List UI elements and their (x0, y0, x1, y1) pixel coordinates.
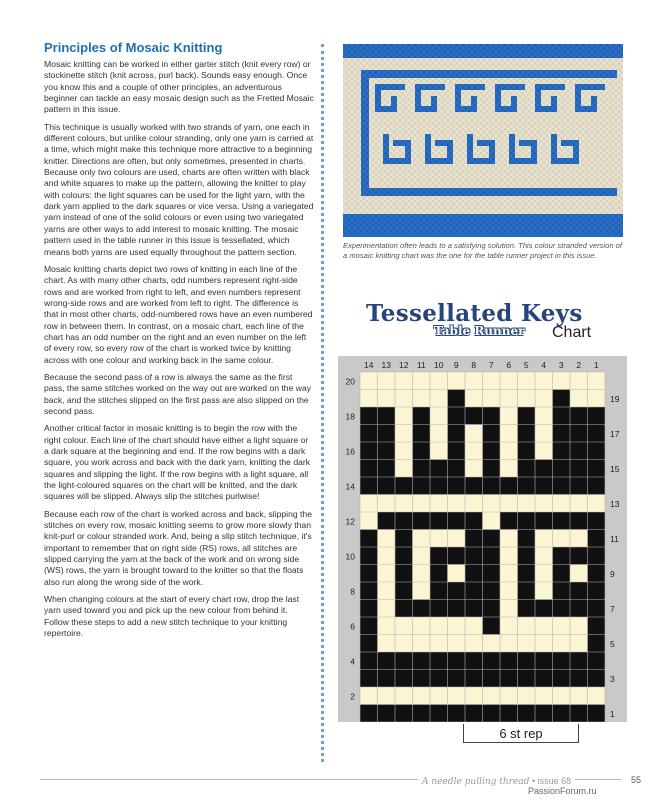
chart-grid (338, 356, 632, 722)
chart-subtitle-word: Chart (552, 324, 592, 341)
chart-dark-cell (413, 460, 466, 478)
chart-dark-cell (448, 425, 466, 443)
chart-dark-cell (360, 635, 378, 653)
chart-column-label: 5 (523, 360, 529, 370)
article-column (44, 40, 314, 646)
page-number: 55 (631, 775, 642, 785)
chart-column-label: 9 (453, 360, 459, 370)
article-paragraph: When changing colours at the start of every chart row, drop the last yarn used toward you and pick up the new colour from behind it. Follow these steps to add a new stitch technique to your knitting repertoire. (44, 594, 300, 639)
chart-row-label: 13 (610, 498, 620, 509)
article-paragraph: Because the second pass of a row is always the same as the first pass, the same stitches worked on the way out are worked on the way back, and the stitches slipped on the first pass are also slipped on the second pass. (44, 371, 312, 416)
knitting-photo (343, 44, 623, 237)
chart-row-label: 15 (610, 463, 620, 474)
chart-row-label: 2 (350, 691, 355, 702)
article-heading: Principles of Mosaic Knitting (44, 40, 223, 55)
footer-credit: A needle pulling thread • issue 68 (418, 776, 575, 787)
chart-row-label: 16 (345, 446, 355, 457)
chart-dark-cell (518, 460, 571, 478)
chart-column-label: 4 (541, 360, 547, 370)
chart-column-label: 10 (434, 360, 444, 370)
chart-row-label: 10 (345, 551, 355, 562)
stitch-repeat-bracket (463, 724, 579, 743)
chart-row-label: 17 (610, 428, 620, 439)
column-divider (321, 44, 324, 762)
chart-row-label: 5 (610, 638, 615, 649)
chart-row-label: 12 (345, 516, 355, 527)
chart-dark-cell (465, 530, 483, 618)
chart-column-label: 1 (593, 360, 599, 370)
chart-column-label: 7 (488, 360, 494, 370)
chart-row-label: 6 (350, 621, 355, 632)
stitch-repeat-label: 6 st rep (499, 726, 543, 741)
chart-column-label: 8 (471, 360, 477, 370)
issue-number: issue 68 (537, 776, 572, 786)
knitting-swatch-illustration (343, 44, 623, 237)
article-paragraph: Because each row of the chart is worked across and back, slipping the stitches on every row, mosaic knitting seems to grow more slowly than knit-purl or colour stranded work. And, being a slip stitch technique, it's important to remember that on right side (RS) rows, all stitches are slipped carrying the yarn at the back of the work and on wrong side (WS) rows, the yarn is brought toward to the knitter so that the floats also run along the wrong side of the work. (44, 508, 312, 587)
photo-caption: Experimentation often leads to a satisfying solution. This colour stranded version of a mosaic knitting chart was the one for the table runner project in this issue. (343, 241, 623, 261)
article-paragraph: Mosaic knitting can be worked in either garter stitch (knit every row) or stockinette stitch (knit across, purl back). Sounds easy enough. Once you know this and a couple of other principles, an adventurous beginner can tackle an easy mosaic design such as the Fretted Mosaic pattern in this issue. (44, 59, 314, 115)
site-watermark: PassionForum.ru (528, 786, 597, 796)
chart-row-label: 1 (610, 708, 615, 719)
chart-dark-cell (588, 635, 606, 653)
chart-subtitle: Table Runner (434, 324, 525, 338)
knitting-chart (338, 356, 632, 727)
magazine-brand: A needle pulling thread (422, 777, 530, 787)
chart-dark-cell (378, 425, 396, 443)
chart-row-label: 9 (610, 568, 615, 579)
chart-row-label: 4 (350, 656, 355, 667)
chart-column-label: 2 (576, 360, 582, 370)
chart-row-label: 7 (610, 603, 615, 614)
chart-title: Tessellated Keys (366, 300, 583, 327)
article-paragraph: Another critical factor in mosaic knitting is to begin the row with the right colour. Each line of the chart should have either a light square or a dark square at the beginning and end. If the row begins with a dark square, you work across and back with the dark yarn, knitting the dark squares and slipping the light. If the row begins with a light square, all the light-coloured squares on the chart will be knitted, and the dark squares will be slipped. Always slip the stitches purlwise! (44, 423, 311, 502)
chart-row-label: 18 (345, 411, 355, 422)
chart-column-label: 14 (364, 360, 374, 370)
chart-column-label: 13 (381, 360, 391, 370)
chart-column-label: 3 (558, 360, 564, 370)
chart-row-label: 19 (610, 393, 620, 404)
chart-column-label: 12 (399, 360, 409, 370)
chart-column-label: 6 (506, 360, 512, 370)
chart-row-label: 8 (350, 586, 355, 597)
chart-dark-cell (553, 425, 571, 443)
article-paragraph: This technique is usually worked with two strands of yarn, one each in different colours, but unlike colour stranding, only one yarn is carried at a time, which might make this technique more attractive to a beginning knitter. Directions are often, but only sometimes, presented in charts. Because only two colours are used, charts are often written with black and white squares to make up the pattern, allowing the knitter to play with colours: the light squares can be used for the light yarn, with the dark yarn applied to the dark squares or vice versa. Using a variegated yarn instead of one of the solid colours or even using two variegated yarns are other ways to add interest to mosaic knitting. The mosaic pattern used in the table runner in this issue is tessellated, which means both yarns are used equally throughout the pattern section. (44, 121, 314, 257)
chart-row-label: 14 (345, 481, 355, 492)
chart-row-label: 3 (610, 673, 615, 684)
chart-column-label: 11 (416, 360, 426, 370)
chart-row-label: 11 (610, 533, 619, 544)
article-paragraph: Mosaic knitting charts depict two rows of knitting in each line of the chart. As with many other charts, odd numbers represent right-side rows and are worked from right to left, and even numbers represent wrong-side rows and are worked from left to right. The difference is that in most other charts, odd-numbered rows have an even numbered row in between them. In contrast, on a mosaic chart, each line of the chart has an odd number on the right and an even number on the left of every row, so every row of the chart is worked twice by knitting across with one colour and working back in the same colour. (44, 263, 313, 365)
chart-row-label: 20 (345, 376, 355, 387)
